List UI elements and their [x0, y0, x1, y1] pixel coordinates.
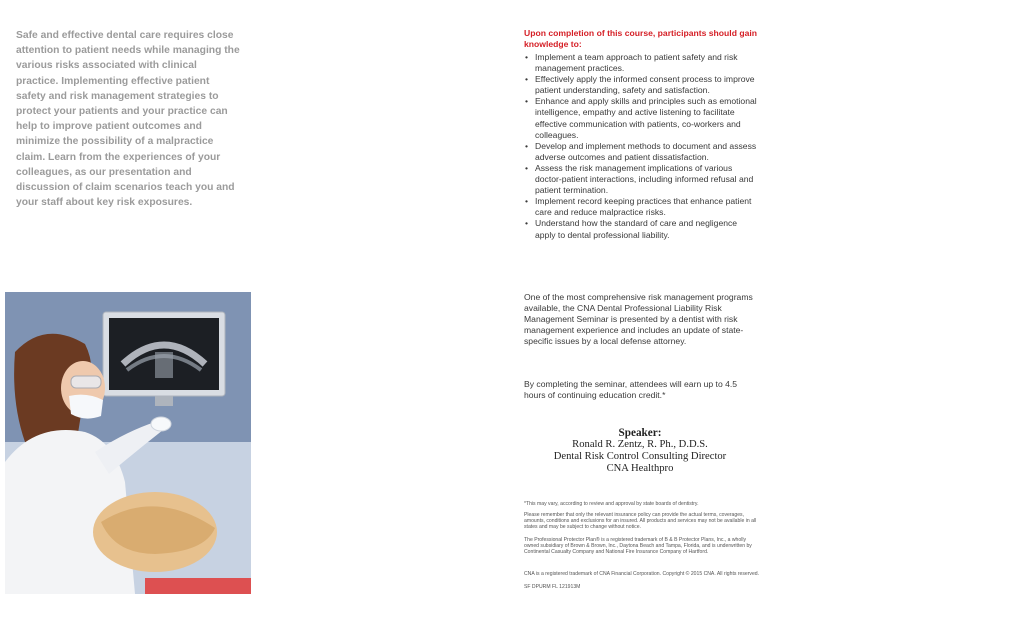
objective-item: • Effectively apply the informed consent process to improve patient understanding, safety and satisfaction. — [524, 74, 760, 96]
dentist-xray-photo — [5, 292, 251, 594]
objectives-heading: Upon completion of this course, participants should gain knowledge to: — [524, 28, 758, 49]
objective-item: • Enhance and apply skills and principles such as emotional intelligence, empathy and active listening to facilitate effective communication with patients, co-workers and colleagues. — [524, 96, 760, 140]
speaker-org: CNA Healthpro — [606, 463, 674, 474]
objective-item: • Assess the risk management implications of various doctor-patient interactions, including informed refusal and patient termination. — [524, 163, 760, 196]
credit-description: By completing the seminar, attendees will earn up to 4.5 hours of continuing education credit.* — [524, 379, 738, 401]
intro-paragraph: Safe and effective dental care requires close attention to patient needs while managing the various risks associated with clinical practice. Implementing effective patient safety and risk management strategies to protect your patients and your practice can help to improve patient outcomes and minimize the possibility of a malpractice claim. Learn from the experiences of your colleagues, as our presentation and discussion of claim scenarios teach you and your staff about key risk exposures. — [16, 30, 240, 209]
fine-print-policy: Please remember that only the relevant insurance policy can provide the actual terms, coverages, amounts, conditions and exclusions for an insured. All products and services may not be available in all states and may be subject to change without notice. — [524, 512, 757, 531]
panel-registration-form — [768, 0, 1024, 622]
fine-print-trademark: The Professional Protector Plan® is a registered trademark of B & B Protector Plans, Inc., a wholly owned subsidiary of Brown & Brown, Inc., Daytona Beach and Tampa, Florida, and is underwritten by Continental Casualty Company and National Fire Insurance Company of Hartford. — [524, 537, 752, 556]
objective-item: • Understand how the standard of care and negligence apply to dental professional liability. — [524, 218, 760, 240]
panel-details — [512, 0, 768, 622]
program-description: One of the most comprehensive risk management programs available, the CNA Dental Professional Liability Risk Management Seminar is presented by a dentist with risk management experience and includes an update of state-specific issues by a local defense attorney. — [524, 292, 753, 347]
fine-print-code: SF DPURM FL 121913M — [524, 584, 581, 590]
panel-intro — [0, 0, 256, 622]
fine-print-review: *This may vary, according to review and approval by state boards of dentistry. — [524, 501, 699, 507]
panel-objectives — [256, 0, 760, 622]
fine-print-copyright: CNA is a registered trademark of CNA Financial Corporation. Copyright © 2015 CNA. All rights reserved. — [524, 571, 760, 577]
speaker-name: Ronald R. Zentz, R. Ph., D.D.S. — [572, 439, 708, 450]
speaker-heading: Speaker: — [618, 427, 662, 439]
dentist-xray-illustration — [5, 292, 251, 594]
objective-item: • Implement a team approach to patient safety and risk management practices. — [524, 52, 760, 74]
objective-item: • Implement record keeping practices that enhance patient care and reduce malpractice risks. — [524, 196, 760, 218]
speaker-title: Dental Risk Control Consulting Director — [553, 451, 727, 462]
objective-item: • Develop and implement methods to document and assess adverse outcomes and patient dissatisfaction. — [524, 141, 760, 163]
